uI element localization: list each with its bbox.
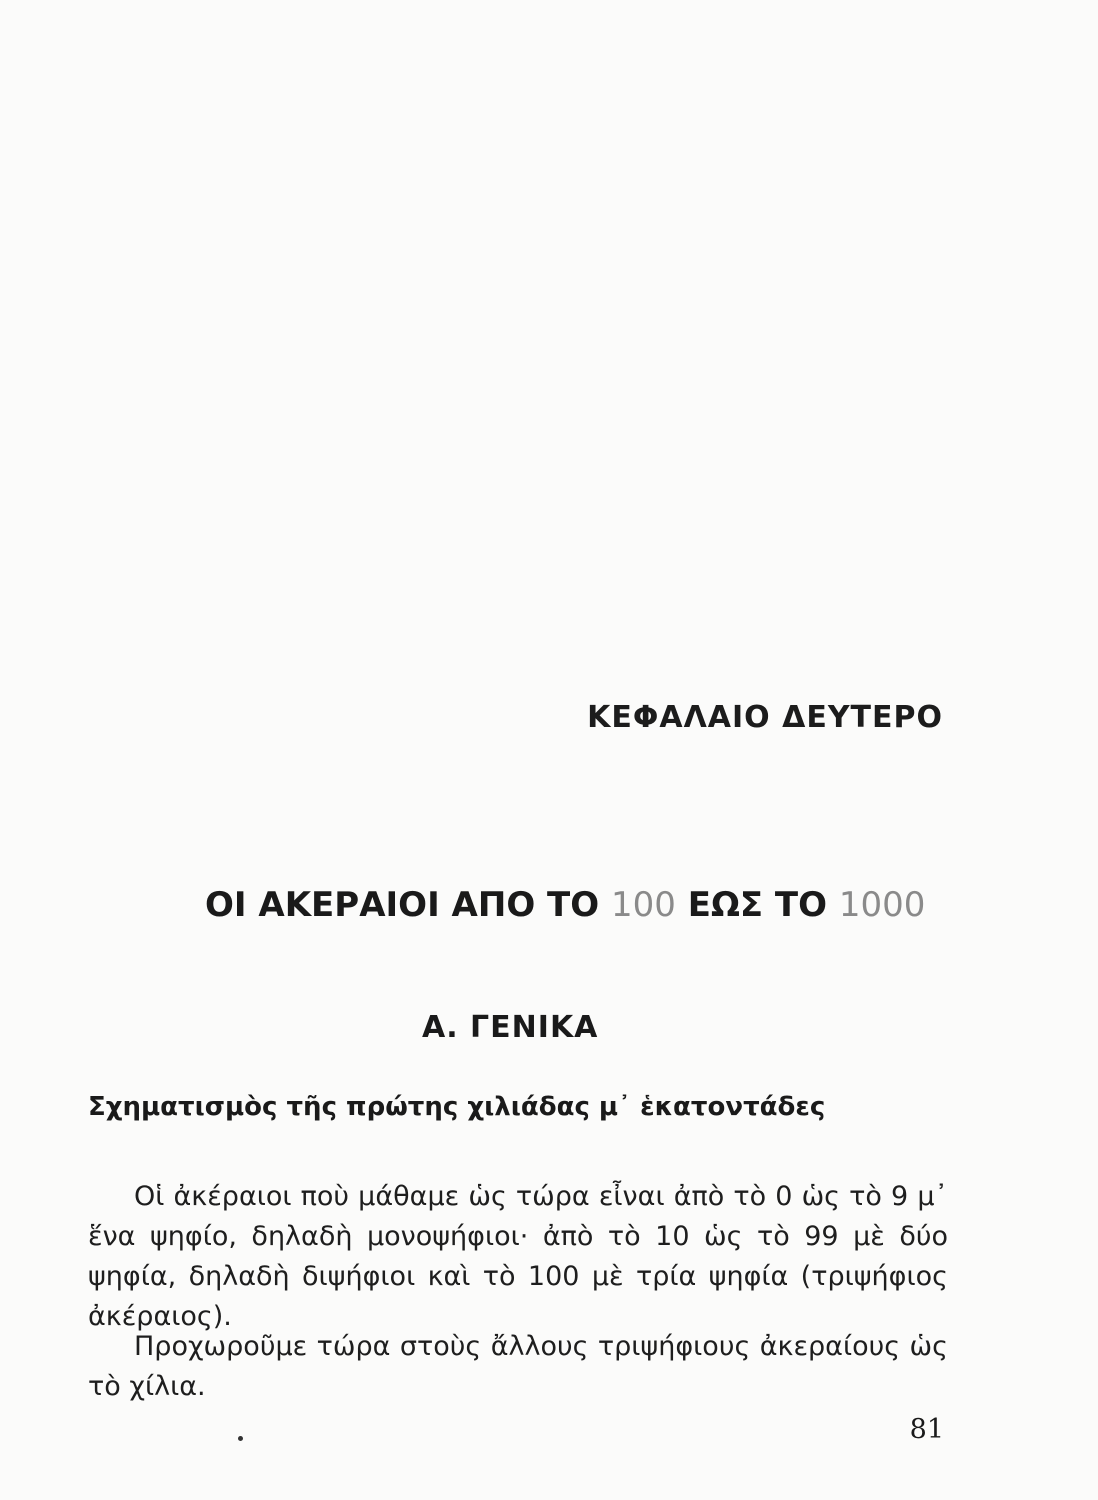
chapter-title-main: ΟΙ ΑΚΕΡΑΙΟΙ ΑΠΟ ΤΟ	[205, 885, 611, 925]
chapter-title-num2: 1000	[838, 885, 926, 925]
chapter-title-mid: ΕΩΣ ΤΟ	[675, 885, 839, 925]
page-number: 81	[909, 1414, 944, 1445]
chapter-title	[205, 885, 925, 925]
subsection-title: Σχηματισμὸς τῆς πρώτης χιλιάδας μ᾽ ἑκατοντάδες	[88, 1092, 826, 1122]
chapter-label: ΚΕΦΑΛΑΙΟ ΔΕΥΤΕΡΟ	[587, 700, 943, 735]
section-title: Α. ΓΕΝΙΚΑ	[422, 1010, 599, 1045]
paragraph-1: Οἱ ἀκέραιοι ποὺ μάθαμε ὡς τώρα εἶναι ἀπὸ τὸ 0 ὡς τὸ 9 μ᾽ ἕνα ψηφίο, δηλαδὴ μονοψήφιοι· ἀπὸ τὸ 10 ὡς τὸ 99 μὲ δύο ψηφία, δηλαδὴ διψήφιοι καὶ τὸ 100 μὲ τρία ψηφία (τριψήφιος ἀκέραιος).	[88, 1181, 948, 1332]
chapter-title-num1: 100	[611, 885, 676, 925]
paragraph-2: Προχωροῦμε τώρα στοὺς ἄλλους τριψήφιους ἀκεραίους ὡς τὸ χίλια.	[88, 1331, 948, 1402]
print-speck	[238, 1436, 243, 1441]
